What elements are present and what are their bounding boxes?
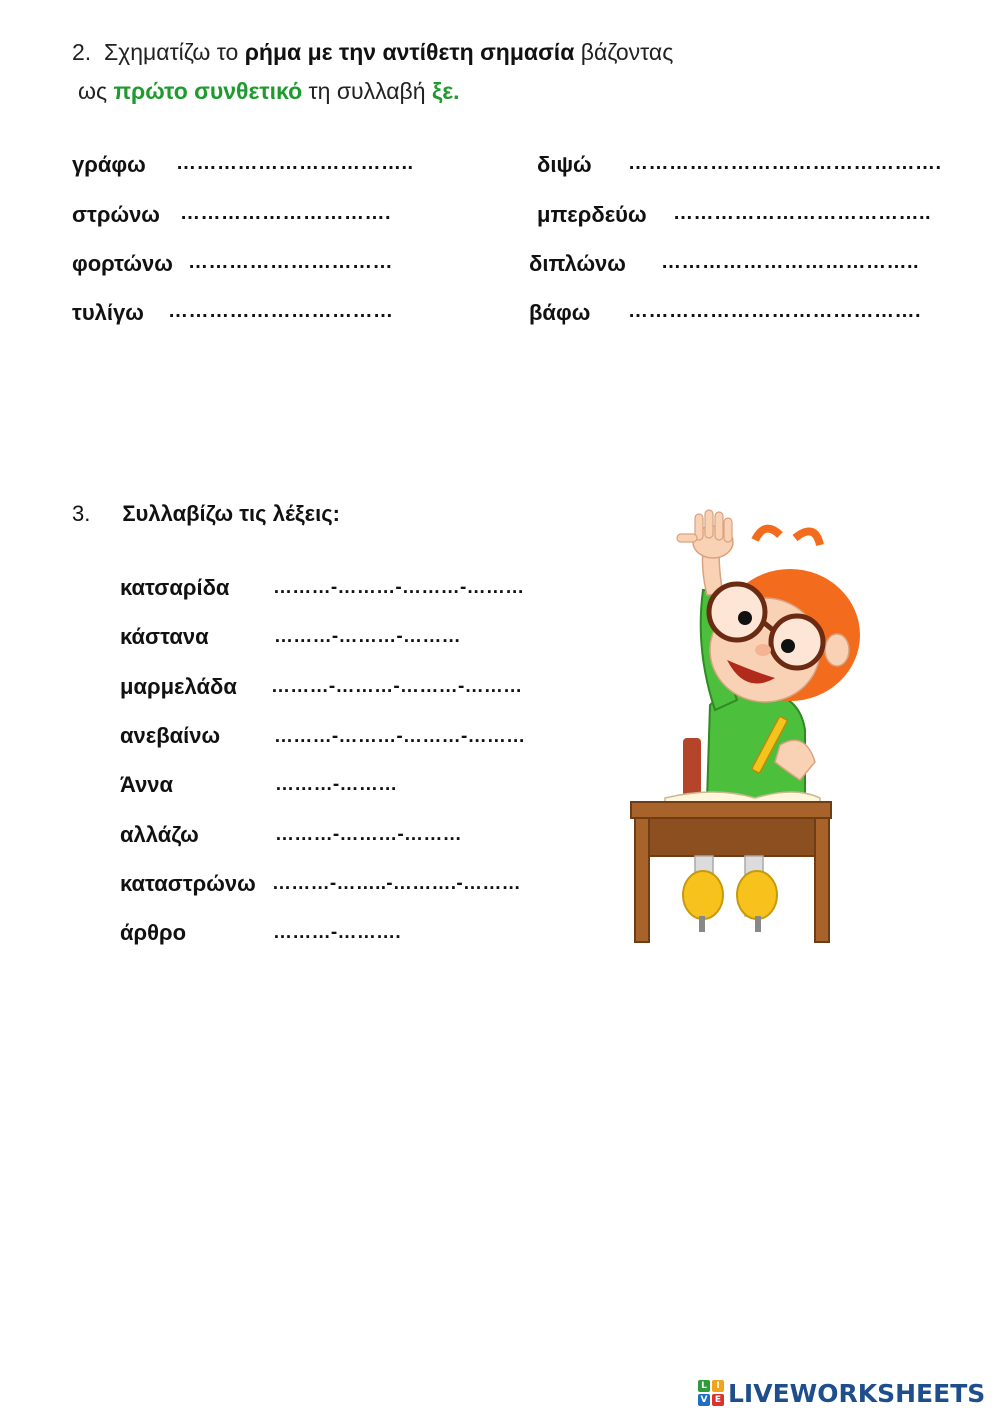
logo-mark-letter: I bbox=[712, 1380, 724, 1392]
ex2-answer-blank[interactable]: ……………………………….. bbox=[661, 251, 920, 273]
exercise-2-number: 2. bbox=[72, 39, 92, 65]
ex3-syllable-blank[interactable]: ………-……..-……….-……… bbox=[272, 873, 521, 894]
ear bbox=[825, 634, 849, 666]
ex2-word: τυλίγω bbox=[72, 300, 144, 325]
ex2-answer-blank[interactable]: ………………………………………. bbox=[628, 152, 942, 174]
glasses-right-lens bbox=[771, 616, 823, 668]
logo-text: LIVEWORKSHEETS bbox=[728, 1378, 986, 1408]
ex3-word: αλλάζω bbox=[120, 822, 199, 847]
ex2-word: στρώνω bbox=[72, 202, 160, 227]
ex2-answer-blank[interactable]: …………………………. bbox=[180, 202, 392, 224]
instruction-bold-text: ρήμα με την αντίθετη σημασία bbox=[244, 39, 575, 65]
ex2-answer-blank[interactable]: ……………………………………. bbox=[628, 300, 922, 322]
ex3-syllable-blank[interactable]: ………-………-………-……… bbox=[274, 726, 526, 747]
shoe bbox=[683, 871, 723, 919]
logo-mark-letter: V bbox=[698, 1394, 710, 1406]
chair-back bbox=[683, 738, 701, 798]
logo-mark-letter: E bbox=[712, 1394, 724, 1406]
exercise-3-title-text: Συλλαβίζω τις λέξεις: bbox=[122, 501, 340, 526]
exercise-2-instruction-line2 bbox=[78, 76, 460, 106]
ex3-word: άρθρο bbox=[120, 920, 187, 945]
ex2-answer-blank[interactable]: …………………………… bbox=[168, 300, 394, 322]
logo-mark-icon bbox=[698, 1380, 724, 1406]
liveworksheets-logo bbox=[698, 1378, 985, 1408]
instruction-text: ως bbox=[78, 78, 114, 104]
exercise-3-number: 3. bbox=[72, 501, 91, 526]
exercise-3-title bbox=[72, 501, 340, 527]
ex2-word: μπερδεύω bbox=[537, 202, 647, 227]
ex2-word: φορτώνω bbox=[72, 251, 173, 276]
instruction-green-text: πρώτο συνθετικό bbox=[113, 78, 303, 104]
boy-at-desk-illustration bbox=[615, 500, 895, 950]
ex3-word: κάστανα bbox=[120, 624, 209, 649]
ex2-answer-blank[interactable]: ………………………… bbox=[188, 251, 393, 273]
ex3-word: ανεβαίνω bbox=[120, 723, 221, 748]
instruction-text: βάζοντας bbox=[574, 39, 674, 65]
logo-mark-letter: L bbox=[698, 1380, 710, 1392]
ex3-syllable-blank[interactable]: ………-………-………-……… bbox=[271, 676, 523, 697]
ex3-word: μαρμελάδα bbox=[120, 674, 237, 699]
school-desk bbox=[631, 802, 831, 942]
ex3-syllable-blank[interactable]: ………-………-………-……… bbox=[273, 577, 525, 598]
raised-hand bbox=[677, 510, 733, 558]
instruction-green-syllable: ξε. bbox=[431, 78, 460, 104]
glasses-left-lens bbox=[709, 584, 765, 640]
exercise-2-instruction-line1 bbox=[72, 37, 673, 67]
instruction-text: Σχηματίζω το bbox=[103, 39, 245, 65]
boy-head bbox=[709, 529, 860, 702]
instruction-text: τη συλλαβή bbox=[302, 78, 432, 104]
ex3-syllable-blank[interactable]: ………-………. bbox=[273, 922, 402, 943]
ex2-word: διψώ bbox=[537, 152, 592, 177]
ex3-syllable-blank[interactable]: ………-………-……… bbox=[275, 824, 462, 845]
ex3-syllable-blank[interactable]: ………-………-……… bbox=[274, 626, 461, 647]
ex2-answer-blank[interactable]: …………………………….. bbox=[176, 152, 414, 174]
eye bbox=[738, 611, 752, 625]
ex3-word: κατσαρίδα bbox=[120, 575, 230, 600]
ex3-word: καταστρώνω bbox=[120, 871, 256, 896]
ex2-word: διπλώνω bbox=[529, 251, 626, 276]
ex2-word: γράφω bbox=[72, 152, 146, 177]
shoe bbox=[737, 871, 777, 919]
ex3-word: Άννα bbox=[120, 772, 174, 797]
ex2-word: βάφω bbox=[529, 300, 591, 325]
ex2-answer-blank[interactable]: ……………………………….. bbox=[673, 202, 932, 224]
ex3-syllable-blank[interactable]: ………-……… bbox=[275, 774, 398, 795]
eye bbox=[781, 639, 795, 653]
